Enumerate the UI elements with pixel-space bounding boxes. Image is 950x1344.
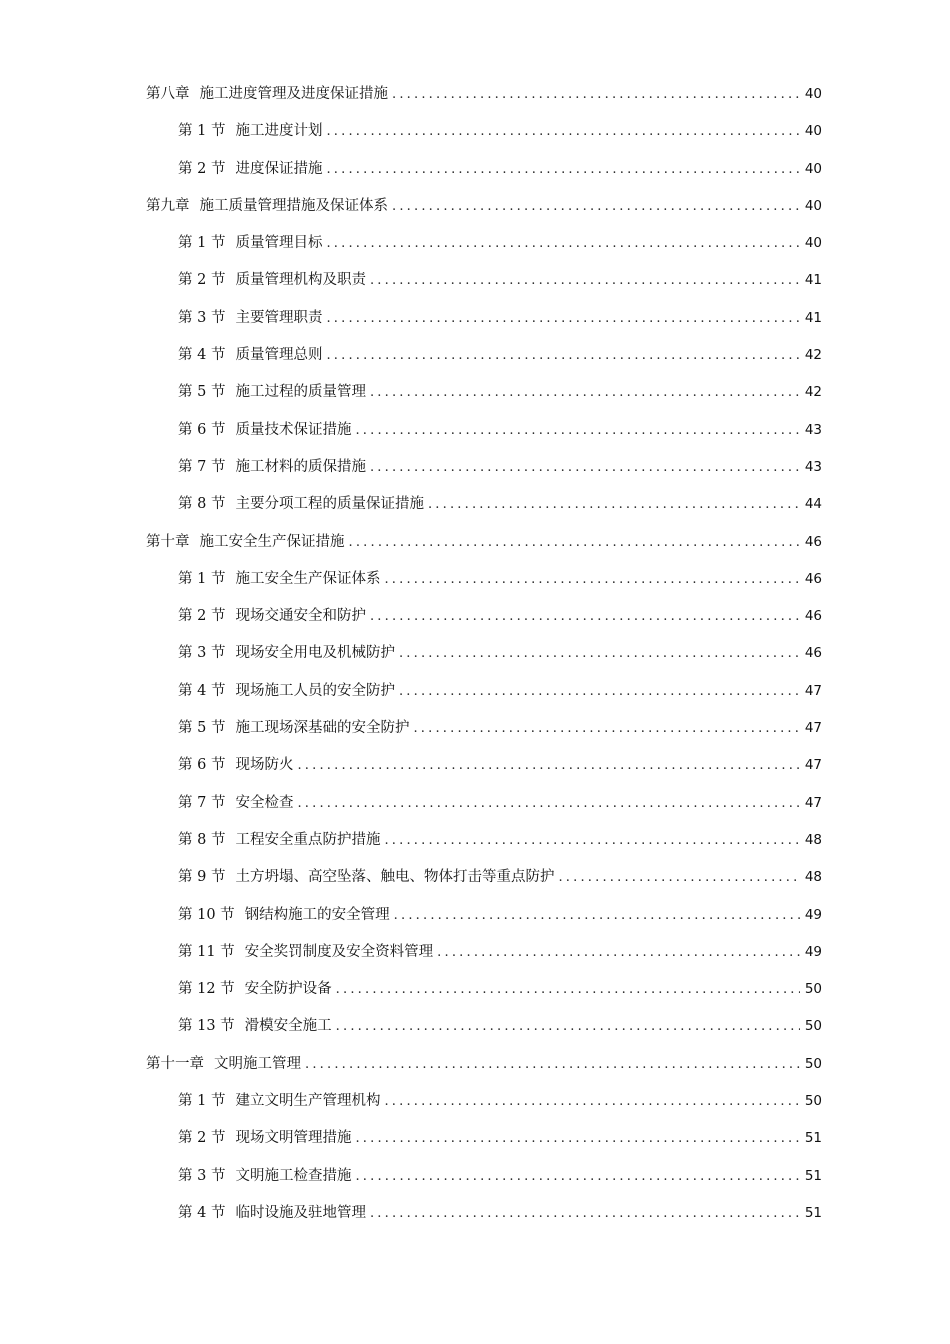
toc-entry-label [178, 343, 322, 367]
toc-section-entry[interactable] [146, 679, 822, 716]
toc-entry-number: 第 7 节 [178, 458, 226, 475]
toc-section-entry[interactable] [146, 1201, 822, 1238]
toc-section-entry[interactable] [146, 903, 822, 940]
toc-page-number: 41 [804, 309, 822, 326]
dot-leader [336, 1015, 800, 1039]
dot-leader [326, 120, 800, 144]
toc-entry-label [178, 1089, 380, 1113]
toc-entry-label [146, 194, 388, 218]
toc-entry-title: 现场交通安全和防护 [235, 608, 366, 625]
toc-entry-label [178, 418, 351, 442]
toc-page-number: 46 [804, 645, 822, 662]
toc-page-number: 43 [804, 421, 822, 438]
toc-entry-number: 第 9 节 [178, 869, 226, 886]
toc-entry-number: 第 5 节 [178, 720, 226, 737]
toc-section-entry[interactable] [146, 268, 822, 305]
toc-chapter-entry[interactable] [146, 194, 822, 231]
toc-entry-number: 第 1 节 [178, 235, 226, 252]
dot-leader [370, 456, 800, 480]
dot-leader [355, 1127, 800, 1151]
toc-section-entry[interactable] [146, 157, 822, 194]
toc-entry-title: 建立文明生产管理机构 [235, 1093, 381, 1110]
toc-section-entry[interactable] [146, 1014, 822, 1051]
toc-page-number: 40 [804, 160, 822, 177]
dot-leader [370, 1202, 800, 1226]
toc-entry-title: 质量管理总则 [235, 347, 323, 364]
dot-leader [370, 381, 800, 405]
toc-entry-label [178, 306, 322, 330]
toc-entry-title: 施工质量管理措施及保证体系 [199, 197, 388, 214]
toc-page-number: 49 [804, 943, 822, 960]
toc-page-number: 42 [804, 384, 822, 401]
dot-leader [392, 195, 800, 219]
toc-entry-label [178, 865, 554, 889]
toc-entry-label [178, 903, 390, 927]
dot-leader [297, 792, 800, 816]
toc-entry-number: 第 12 节 [178, 981, 235, 998]
toc-section-entry[interactable] [146, 455, 822, 492]
dot-leader [326, 158, 800, 182]
dot-leader [326, 344, 800, 368]
toc-section-entry[interactable] [146, 1126, 822, 1163]
dot-leader [394, 904, 800, 928]
toc-section-entry[interactable] [146, 119, 822, 156]
toc-entry-number: 第九章 [146, 197, 190, 214]
dot-leader [349, 531, 801, 555]
toc-entry-title: 现场安全用电及机械防护 [235, 645, 395, 662]
toc-entry-title: 滑模安全施工 [244, 1018, 332, 1035]
toc-page-number: 40 [804, 123, 822, 140]
dot-leader [428, 493, 800, 517]
toc-section-entry[interactable] [146, 641, 822, 678]
toc-chapter-entry[interactable] [146, 82, 822, 119]
toc-entry-number: 第 1 节 [178, 1093, 226, 1110]
toc-page-number: 47 [804, 757, 822, 774]
toc-entry-label [178, 716, 409, 740]
toc-entry-title: 施工材料的质保措施 [235, 458, 366, 475]
toc-entry-label [178, 1201, 366, 1225]
toc-section-entry[interactable] [146, 977, 822, 1014]
toc-page-number: 42 [804, 347, 822, 364]
dot-leader [326, 232, 800, 256]
toc-page-number: 46 [804, 608, 822, 625]
toc-entry-label [178, 791, 293, 815]
toc-page-number: 48 [804, 831, 822, 848]
toc-page-number: 49 [804, 906, 822, 923]
dot-leader [399, 680, 800, 704]
dot-leader [558, 866, 800, 890]
toc-page-number: 50 [804, 1055, 822, 1072]
toc-section-entry[interactable] [146, 380, 822, 417]
dot-leader [370, 269, 800, 293]
toc-entry-title: 施工过程的质量管理 [235, 384, 366, 401]
toc-entry-label [178, 268, 366, 292]
toc-entry-label [178, 828, 380, 852]
toc-chapter-entry[interactable] [146, 1052, 822, 1089]
toc-entry-label [178, 492, 424, 516]
toc-entry-number: 第 5 节 [178, 384, 226, 401]
toc-chapter-entry[interactable] [146, 530, 822, 567]
toc-page-number: 47 [804, 682, 822, 699]
toc-entry-label [178, 977, 332, 1001]
toc-page-number: 44 [804, 496, 822, 513]
toc-entry-title: 施工进度计划 [235, 123, 323, 140]
toc-page-number: 50 [804, 1093, 822, 1110]
toc-entry-label [178, 380, 366, 404]
toc-page-number: 46 [804, 533, 822, 550]
toc-entry-number: 第 2 节 [178, 272, 226, 289]
toc-entry-number: 第 13 节 [178, 1018, 235, 1035]
toc-entry-number: 第 1 节 [178, 570, 226, 587]
dot-leader [326, 307, 800, 331]
dot-leader [437, 941, 800, 965]
toc-entry-title: 安全防护设备 [244, 981, 332, 998]
dot-leader [297, 754, 800, 778]
toc-entry-number: 第 4 节 [178, 682, 226, 699]
dot-leader [384, 568, 800, 592]
toc-entry-label [178, 157, 322, 181]
toc-section-entry[interactable] [146, 828, 822, 865]
toc-entry-number: 第 11 节 [178, 943, 235, 960]
toc-section-entry[interactable] [146, 306, 822, 343]
toc-entry-title: 安全检查 [235, 794, 294, 811]
toc-entry-label [146, 530, 345, 554]
toc-entry-title: 工程安全重点防护措施 [235, 831, 381, 848]
toc-entry-number: 第十一章 [146, 1055, 204, 1072]
toc-section-entry[interactable] [146, 753, 822, 790]
toc-entry-title: 钢结构施工的安全管理 [244, 906, 390, 923]
toc-entry-title: 现场防火 [235, 757, 294, 774]
toc-section-entry[interactable] [146, 1164, 822, 1201]
dot-leader [384, 829, 800, 853]
toc-section-entry[interactable] [146, 604, 822, 641]
dot-leader [399, 642, 800, 666]
toc-entry-title: 文明施工管理 [214, 1055, 301, 1072]
toc-entry-title: 主要管理职责 [235, 309, 323, 326]
toc-entry-title: 土方坍塌、高空坠落、触电、物体打击等重点防护 [235, 869, 555, 886]
dot-leader [370, 605, 800, 629]
table-of-contents [146, 82, 822, 1238]
toc-page-number: 50 [804, 1018, 822, 1035]
toc-entry-number: 第 1 节 [178, 123, 226, 140]
toc-section-entry[interactable] [146, 865, 822, 902]
toc-entry-number: 第 8 节 [178, 496, 226, 513]
toc-entry-number: 第 3 节 [178, 1167, 226, 1184]
toc-section-entry[interactable] [146, 716, 822, 753]
toc-entry-title: 安全奖罚制度及安全资料管理 [244, 943, 434, 960]
toc-entry-title: 进度保证措施 [235, 160, 323, 177]
toc-entry-title: 质量管理目标 [235, 235, 323, 252]
toc-entry-label [178, 1014, 332, 1038]
toc-page-number: 40 [804, 235, 822, 252]
toc-section-entry[interactable] [146, 791, 822, 828]
toc-entry-title: 文明施工检查措施 [235, 1167, 352, 1184]
toc-page-number: 50 [804, 981, 822, 998]
toc-entry-title: 施工安全生产保证措施 [199, 533, 345, 550]
toc-section-entry[interactable] [146, 343, 822, 380]
toc-entry-number: 第 6 节 [178, 757, 226, 774]
toc-section-entry[interactable] [146, 492, 822, 529]
toc-entry-title: 主要分项工程的质量保证措施 [235, 496, 424, 513]
toc-entry-number: 第 6 节 [178, 421, 226, 438]
toc-entry-label [178, 1126, 351, 1150]
toc-page-number: 40 [804, 86, 822, 102]
toc-entry-label [178, 604, 366, 628]
toc-page-number: 48 [804, 869, 822, 886]
toc-entry-label [178, 567, 380, 591]
toc-page-number: 40 [804, 197, 822, 214]
toc-page-number: 51 [804, 1130, 822, 1147]
dot-leader [413, 717, 800, 741]
toc-entry-title: 施工进度管理及进度保证措施 [199, 86, 388, 102]
toc-entry-title: 现场文明管理措施 [235, 1130, 352, 1147]
dot-leader [305, 1053, 800, 1077]
toc-entry-label [146, 82, 388, 106]
toc-section-entry[interactable] [146, 418, 822, 455]
toc-entry-label [178, 679, 395, 703]
toc-page-number: 51 [804, 1167, 822, 1184]
toc-entry-title: 质量管理机构及职责 [235, 272, 366, 289]
toc-entry-number: 第十章 [146, 533, 190, 550]
toc-entry-title: 质量技术保证措施 [235, 421, 352, 438]
toc-entry-number: 第 3 节 [178, 309, 226, 326]
dot-leader [355, 1165, 800, 1189]
toc-entry-number: 第 2 节 [178, 608, 226, 625]
toc-section-entry[interactable] [146, 940, 822, 977]
toc-entry-label [178, 119, 322, 143]
toc-entry-title: 现场施工人员的安全防护 [235, 682, 395, 699]
toc-page-number: 41 [804, 272, 822, 289]
toc-entry-title: 施工安全生产保证体系 [235, 570, 381, 587]
toc-page-number: 46 [804, 570, 822, 587]
dot-leader [336, 978, 800, 1002]
toc-section-entry[interactable] [146, 567, 822, 604]
toc-entry-number: 第 2 节 [178, 160, 226, 177]
dot-leader [384, 1090, 800, 1114]
dot-leader [355, 419, 800, 443]
toc-entry-number: 第 2 节 [178, 1130, 226, 1147]
toc-entry-number: 第 8 节 [178, 831, 226, 848]
toc-entry-number: 第 3 节 [178, 645, 226, 662]
toc-entry-number: 第 4 节 [178, 1204, 226, 1221]
toc-entry-number: 第 10 节 [178, 906, 235, 923]
toc-entry-label [178, 641, 395, 665]
toc-entry-label [178, 753, 293, 777]
toc-entry-label [178, 455, 366, 479]
toc-entry-label [178, 940, 433, 964]
dot-leader [392, 83, 800, 107]
toc-entry-title: 施工现场深基础的安全防护 [235, 720, 410, 737]
toc-entry-label [146, 1052, 301, 1076]
toc-entry-number: 第八章 [146, 86, 190, 102]
toc-page-number: 43 [804, 458, 822, 475]
toc-page-number: 51 [804, 1204, 822, 1221]
toc-entry-title: 临时设施及驻地管理 [235, 1204, 366, 1221]
toc-entry-number: 第 7 节 [178, 794, 226, 811]
toc-page-number: 47 [804, 720, 822, 737]
toc-section-entry[interactable] [146, 231, 822, 268]
toc-entry-label [178, 231, 322, 255]
toc-page-number: 47 [804, 794, 822, 811]
toc-section-entry[interactable] [146, 1089, 822, 1126]
toc-entry-label [178, 1164, 351, 1188]
toc-entry-number: 第 4 节 [178, 347, 226, 364]
